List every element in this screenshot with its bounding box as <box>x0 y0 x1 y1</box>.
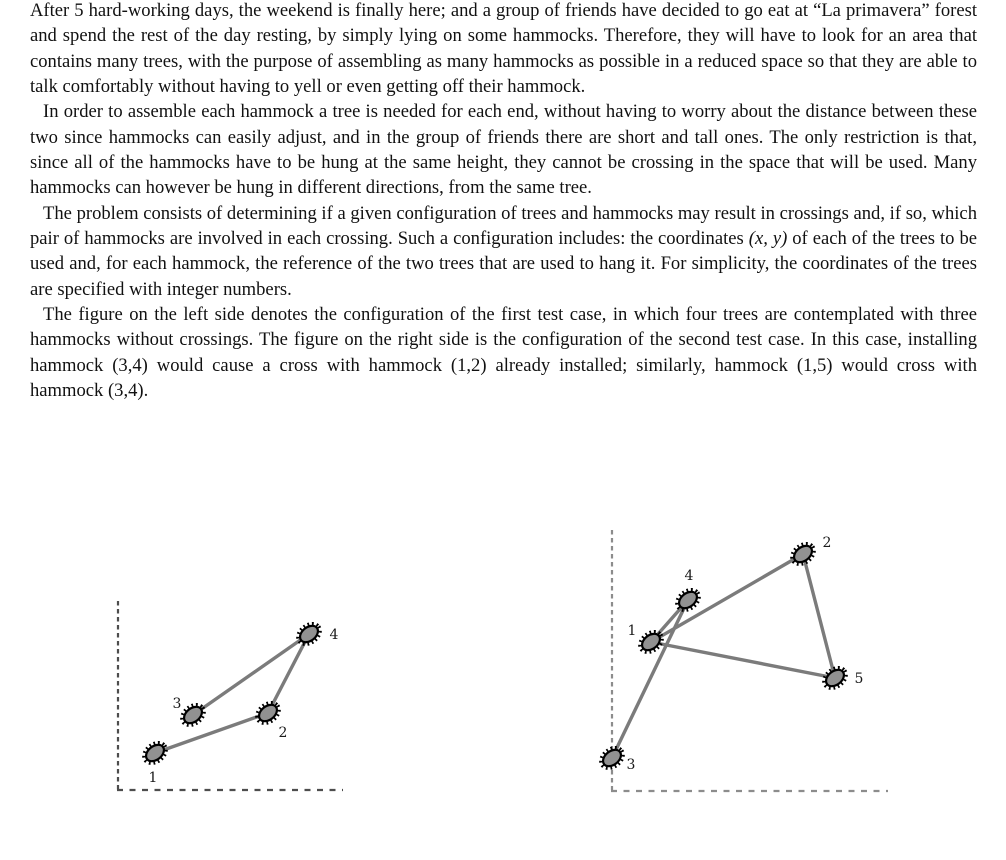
hammock-line-3-4 <box>612 600 688 758</box>
tree-label-3: 3 <box>626 757 636 773</box>
hammock-line-1-5 <box>651 642 835 678</box>
hammock-line-1-2 <box>155 713 268 753</box>
tree-label-1: 1 <box>148 770 158 786</box>
text-segment: The problem consists of determining if a given configuration of trees and hammocks may result in crossings and, if so, which pair of hammocks are involved in each crossing. Such a configuration includes: the coordinates <box>30 202 977 250</box>
tree-label-1: 1 <box>627 623 637 639</box>
text-segment: After 5 hard-working days, the weekend is finally here; and a group of friends have decided to go eat at “La primavera” forest and spend the rest of the day resting, by simply lying on some hammocks. Therefore, they will have to look for an area that contains many trees, with the purpose of assembling as many hammocks as possible in a reduced space so that they are able to talk comfortably without having to yell or even getting off their hammock. <box>30 0 977 98</box>
tree-label-5: 5 <box>854 671 864 687</box>
figure-test-case-1 <box>117 601 343 791</box>
hammock-line-2-5 <box>803 554 835 678</box>
tree-label-4: 4 <box>684 568 694 584</box>
math-coordinates: (x, y) <box>748 228 788 250</box>
tree-label-4: 4 <box>329 627 339 643</box>
tree-label-2: 2 <box>822 535 832 551</box>
hammock-line-3-4 <box>193 634 309 715</box>
tree-label-2: 2 <box>278 725 288 741</box>
text-segment: of each of the trees to be used and, for each hammock, the reference of the two trees that are used to hang it. For simplicity, the coordinates of the trees are specified with integer numbers. <box>30 228 978 300</box>
figure-test-case-2 <box>598 530 888 791</box>
tree-label-3: 3 <box>172 696 182 712</box>
text-segment: The figure on the left side denotes the configuration of the first test case, in which four trees are contemplated with three hammocks without crossings. The figure on the right side is the configuration of the second test case. In this case, installing hammock (3,4) would cause a cross with hammock (1,2) already installed; similarly, hammock (1,5) would cross with hammock (3,4). <box>30 304 977 402</box>
text-segment: In order to assemble each hammock a tree is needed for each end, without having to worry about the distance between these two since hammocks can easily adjust, and in the group of friends there are short and tall ones. The only restriction is that, since all of the hammocks have to be hung at the same height, they cannot be crossing in the space that will be used. Many hammocks can however be hung in different directions, from the same tree. <box>30 101 977 199</box>
hammock-line-2-4 <box>268 634 309 713</box>
